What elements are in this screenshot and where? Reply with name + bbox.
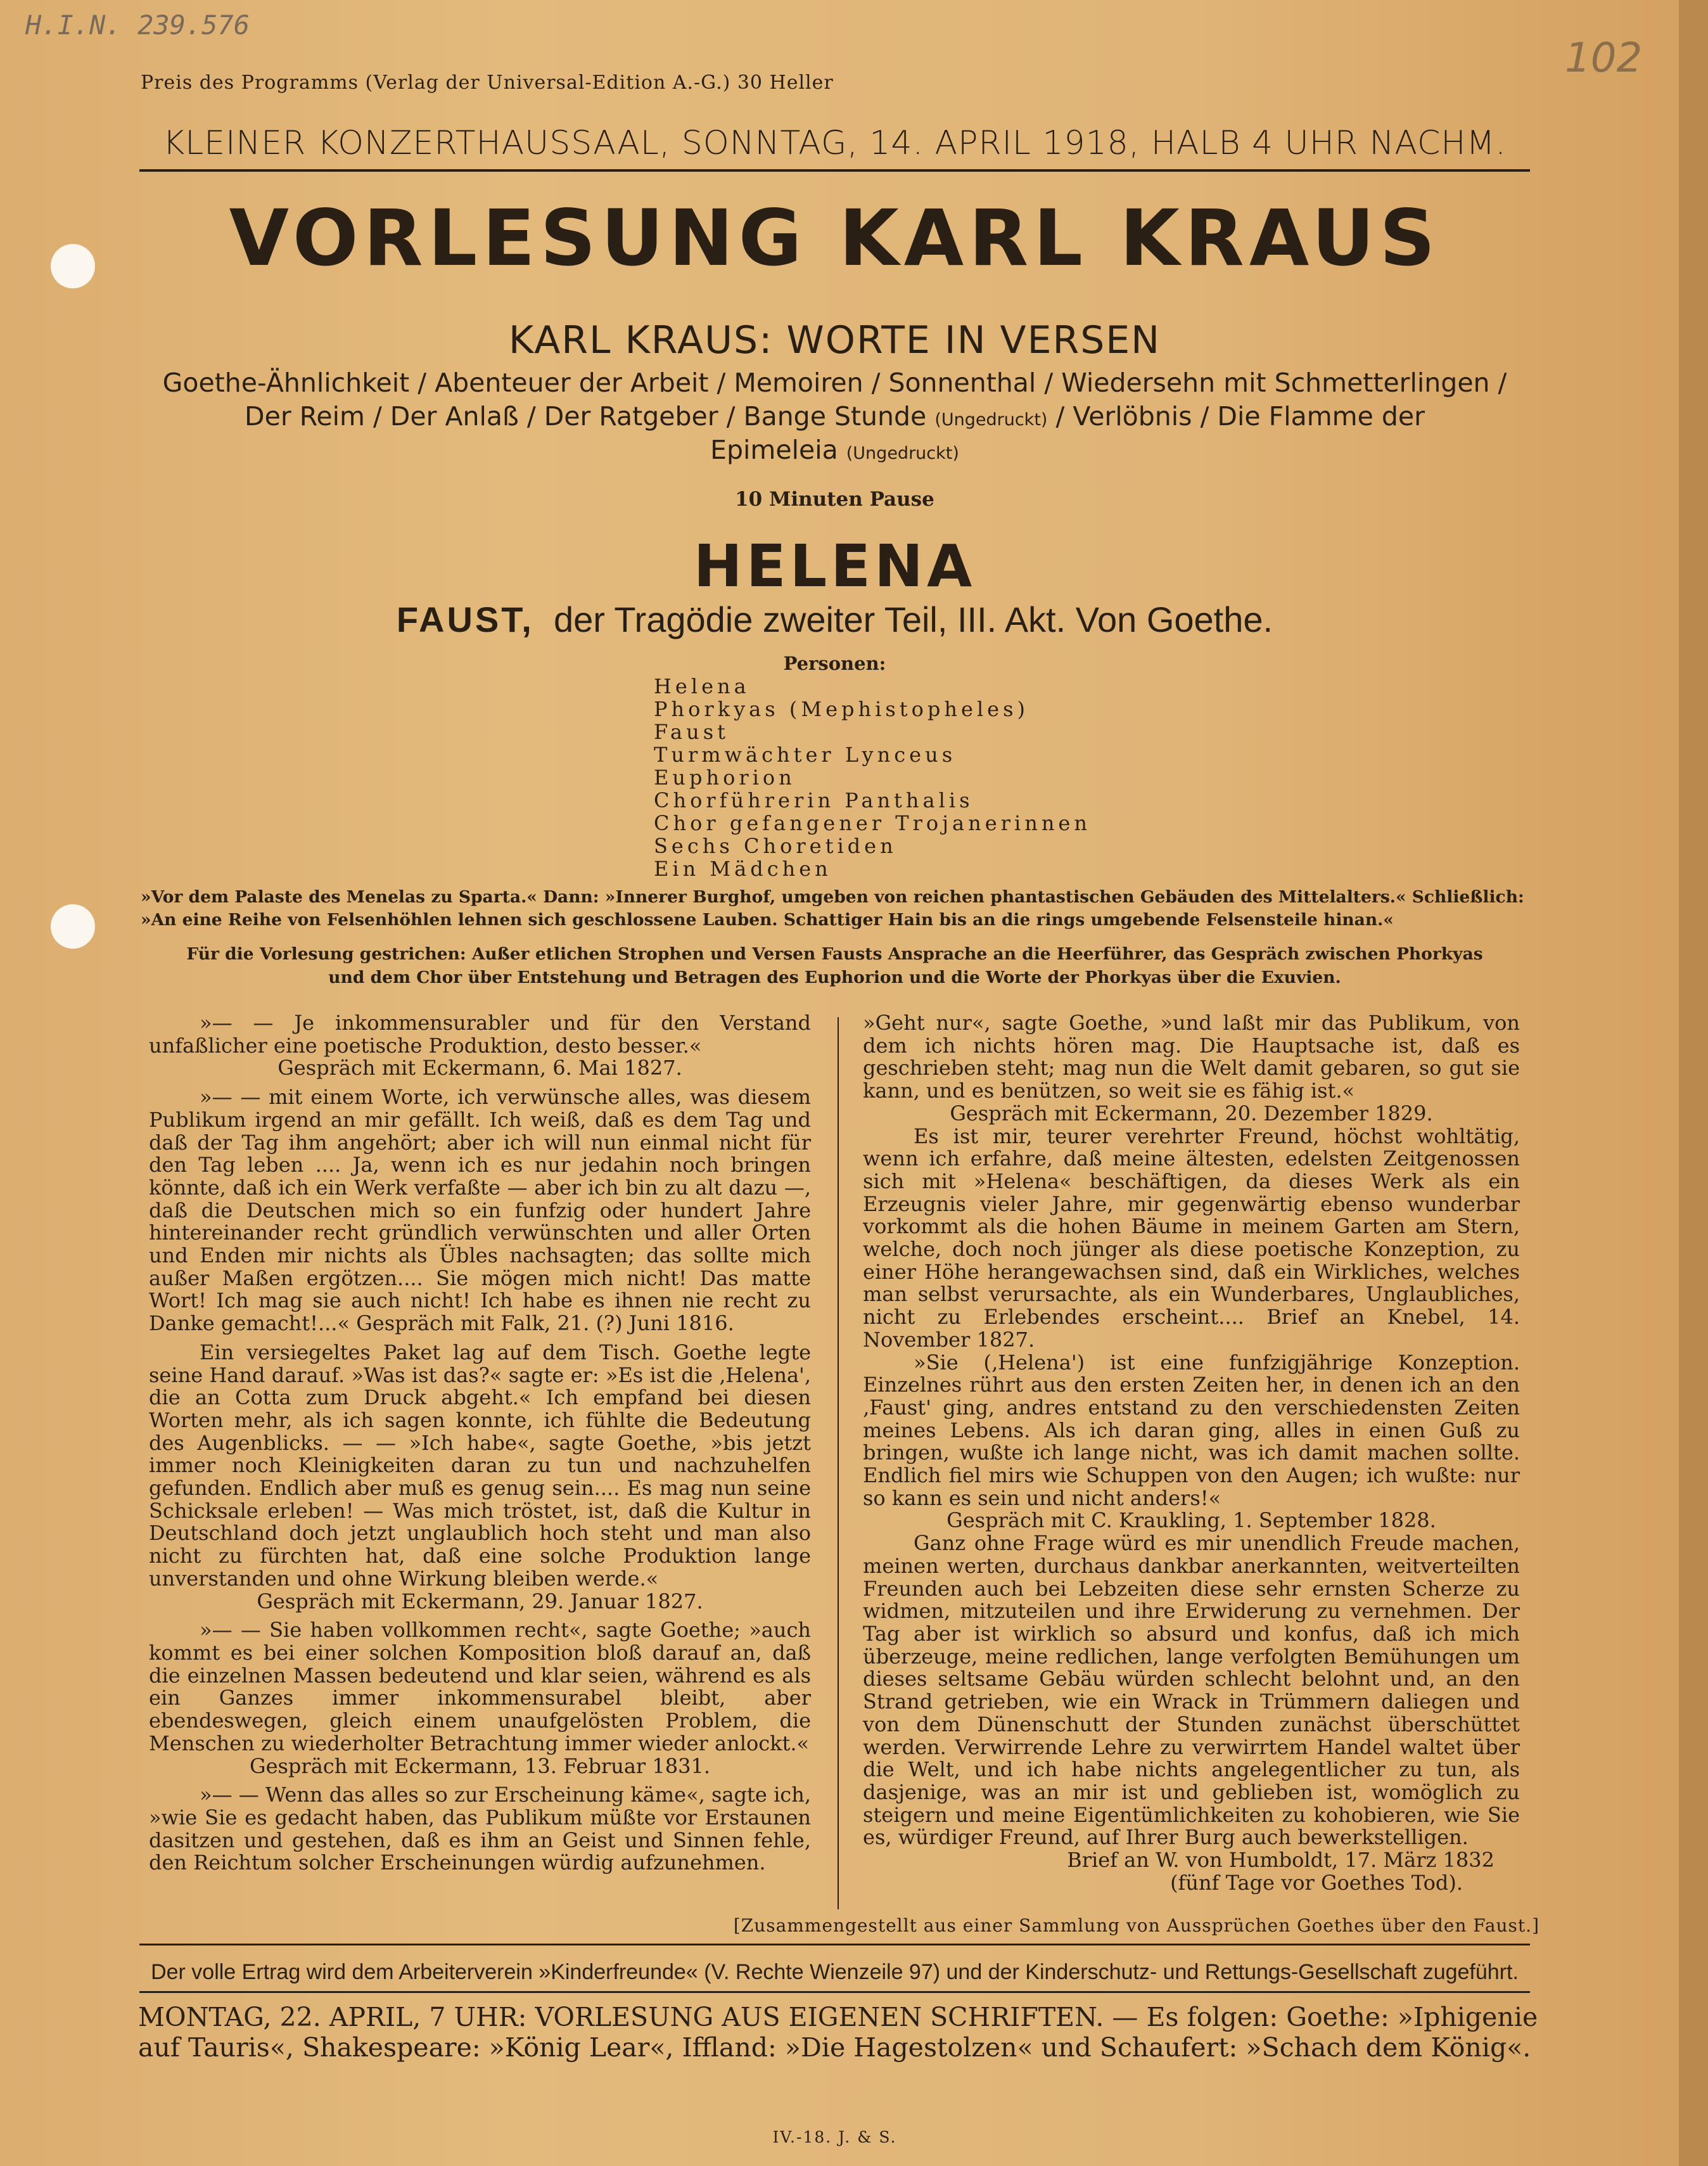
cuts-line1: Für die Vorlesung gestrichen: Außer etlichen Strophen und Versen Fausts Ansprache an die Heerführer, das Gespräch zwischen Phorkyas — [186, 944, 1483, 964]
cast-item: Chor gefangener Trojanerinnen — [654, 811, 1091, 835]
proceeds-note: Der volle Ertrag wird dem Arbeiterverein »Kinderfreunde« (V. Rechte Wienzeile 97) und der Kinderschutz- und Rettungs-Gesellschaft zugeführt. — [151, 1960, 1519, 1984]
quote-text: »Geht nur«, sagte Goethe, »und laßt mir das Publikum, von dem ich nichts hören mag. Die Hauptsache ist, daß es geschrieben steht; mag nun die Welt damit gebaren, so gut sie kann, und es benützen, so weit sie es fähig ist.« — [863, 1011, 1520, 1103]
column-divider — [838, 1017, 839, 1909]
quote-source: Gespräch mit Eckermann, 6. Mai 1827. — [277, 1056, 682, 1080]
quotes-right-column — [863, 1012, 1520, 1894]
paper-edge — [1679, 0, 1708, 2166]
rule-middle — [139, 1944, 1530, 1945]
part1-heading: KARL KRAUS: WORTE IN VERSEN — [508, 318, 1161, 362]
punch-hole-bottom — [51, 904, 95, 949]
quote-text: »— — mit einem Worte, ich verwünsche alles, was diesem Publikum irgend an mir gefällt. Ich weiß, daß es dem Tag und daß der Tag ihm angehört; aber ich will nun einmal nicht für den Tag leben .... Ja, wenn ich es nur jedahin noch bringen könnte, daß ich ein Werk verfaßte — aber ich bin zu alt dazu —, daß die Deutschen mich so ein funfzig oder hundert Jahre hintereinander recht gründlich verwünschten und aller Orten und Enden mir nichts als Übles nachsagten; das sollte mich außer Maßen ergötzen.... Sie mögen mich nicht! Das matte Wort! Ich mag sie auch nicht! Ich habe es ihnen nie recht zu Danke gemacht!...« Gespräch mit Falk, 21. (?) Juni 1816. — [149, 1085, 811, 1336]
archive-signature: H.I.N. 239.576 — [25, 10, 250, 41]
cuts-line2: und dem Chor über Entstehung und Betragen des Euphorion und die Worte der Phorkyas über die Exuvien. — [328, 968, 1341, 987]
price-note: Preis des Programms (Verlag der Universal-Edition A.-G.) 30 Heller — [141, 72, 834, 94]
cast-item: Sechs Choretiden — [654, 834, 897, 858]
printer-mark: IV.-18. J. & S. — [772, 2128, 897, 2146]
next-event-line1: MONTAG, 22. APRIL, 7 UHR: VORLESUNG AUS EIGENEN SCHRIFTEN. — Es folgen: Goethe: »Iphigenie — [138, 2002, 1538, 2032]
quote-text: »— — Sie haben vollkommen recht«, sagte Goethe; »auch kommt es bei einer solchen Komposition bloß darauf an, daß die einzelnen Massen bedeutend und klar seien, während es als ein Ganzes immer inkommensurabel bleibt, aber ebendeswegen, gleich einem unaufgelösten Problem, die Menschen zu wiederholter Betrachtung immer wieder anlockt.« — [149, 1618, 811, 1755]
cast-list — [654, 675, 1091, 880]
quote-source: Gespräch mit Eckermann, 29. Januar 1827. — [257, 1589, 703, 1613]
quote-text: »— — Wenn das alles so zur Erscheinung käme«, sagte ich, »wie Sie es gedacht haben, das Publikum müßte vor Erstaunen dasitzen und gestehen, daß es ihm an Geist und Sinnen fehle, den Reichtum solcher Erscheinungen würdig aufzunehmen. — [149, 1783, 811, 1875]
quote-text: Ein versiegeltes Paket lag auf dem Tisch. Goethe legte seine Hand darauf. »Was ist das?« sagte er: »Es ist die ‚Helena', die an Cotta zum Druck abgeht.« Ich empfand bei diesen Worten mehr, als ich sagen konnte, ich fühlte die Bedeutung des Augenblicks. — — »Ich habe«, sagte Goethe, »bis jetzt immer noch Kleinigkeiten daran zu tun und nachzuhelfen gefunden. Endlich aber muß es genug sein.... Es mag nun seine Schicksale erleben! — Was mich tröstet, ist, daß die Kultur in Deutschland doch jetzt unglaublich hoch steht und man also nicht zu fürchten hat, daß eine solche Produktion lange unverstanden und ohne Wirkung bleiben werde.« — [149, 1340, 811, 1591]
page-title: VORLESUNG KARL KRAUS — [229, 193, 1441, 283]
cast-item: Chorführerin Panthalis — [654, 788, 974, 812]
settings-line2: »An eine Reihe von Felsenhöhlen lehnen sich geschlossene Lauben. Schattiger Hain bis an die rings umgebende Felsensteile hinan.« — [141, 910, 1394, 930]
cast-heading: Personen: — [783, 653, 886, 674]
helena-title: HELENA — [693, 532, 976, 600]
quote-text: Ganz ohne Frage würd es mir unendlich Freude machen, meinen werten, durchaus dankbar anerkannten, weitverteilten Freunden auch bei Lebzeiten diese sehr ernsten Scherze zu widmen, mitzuteilen und ihre Erwiderung zu vernehmen. Der Tag aber ist wirklich so absurd und konfus, daß ich mich überzeuge, meine redlichen, lange verfolgten Bemühungen um dieses seltsame Gebäu würden schlecht belohnt und, an den Strand getrieben, wie ein Wrack in Trümmern daliegen und von dem Dünenschutt der Stunden zunächst überschüttet werden. Verwirrende Lehre zu verwirrtem Handel waltet über die Welt, und ich habe nichts angelegentlicher zu tun, als dasjenige, was an mir ist und geblieben ist, womöglich zu steigern und meine Eigentümlichkeiten zu kohobieren, wie Sie es, würdiger Freund, auf Ihrer Burg auch bewerkstelligen. — [863, 1531, 1520, 1850]
quote-text: »Sie (‚Helena') ist eine funfzigjährige Konzeption. Einzelnes rührt aus den ersten Zeiten her, in denen ich an den ‚Faust' ging, andres entstand zu den verschiedensten Zeiten meines Lebens. Als ich daran ging, alles in einen Guß zu bringen, wußte ich lange nicht, was ich damit machen sollte. Endlich fiel mirs wie Schuppen von den Augen; ich wußte: nur so kann es sein und nicht anders!« — [863, 1350, 1520, 1510]
quote-source: Gespräch mit Eckermann, 20. Dezember 1829. — [950, 1101, 1433, 1125]
pause-note: 10 Minuten Pause — [735, 488, 934, 511]
quote-source-note: (fünf Tage vor Goethes Tod). — [1170, 1870, 1463, 1895]
cast-item: Turmwächter Lynceus — [654, 743, 957, 767]
quote-source: Gespräch mit Eckermann, 13. Februar 1831. — [250, 1753, 710, 1778]
quote-source: Brief an W. von Humboldt, 17. März 1832 — [1067, 1848, 1494, 1873]
poem-list-line3: Epimeleia (Ungedruckt) — [710, 435, 959, 465]
cast-item: Euphorion — [654, 766, 796, 790]
next-event-line2: auf Tauris«, Shakespeare: »König Lear«, Iffland: »Die Hagestolzen« und Schaufert: »Schach dem König«. — [138, 2032, 1531, 2063]
compiled-note: [Zusammengestellt aus einer Sammlung von Aussprüchen Goethes über den Faust.] — [733, 1915, 1539, 1936]
quotes-left-column — [149, 1012, 811, 1874]
rule-bottom — [139, 1991, 1530, 1993]
cast-item: Ein Mädchen — [654, 857, 832, 881]
rule-top — [139, 169, 1530, 172]
settings-line1: »Vor dem Palaste des Menelas zu Sparta.« Dann: »Innerer Burghof, umgeben von reichen phantastischen Gebäuden des Mittelalters.« Schließlich: — [141, 887, 1524, 907]
poem-list-line1: Goethe-Ähnlichkeit / Abenteuer der Arbeit / Memoiren / Sonnenthal / Wiedersehn mit Schmetterlingen / — [162, 368, 1507, 398]
sheet-number: 102 — [1565, 35, 1643, 82]
poem-list-line2: Der Reim / Der Anlaß / Der Ratgeber / Bange Stunde (Ungedruckt) / Verlöbnis / Die Flamme der — [245, 401, 1425, 432]
cast-item: Phorkyas (Mephistopheles) — [654, 697, 1029, 721]
quote-text: »— — Je inkommensurabler und für den Verstand unfaßlicher eine poetische Produktion, desto besser.« — [149, 1011, 811, 1058]
cast-item: Faust — [654, 720, 729, 744]
quote-text: Es ist mir, teurer verehrter Freund, höchst wohltätig, wenn ich erfahre, daß meine ältesten, edelsten Zeitgenossen sich mit »Helena« beschäftigen, da dieses Werk als ein Erzeugnis vieler Jahre, mir gegenwärtig ebenso wunderbar vorkommt als die hohen Bäume in meinem Garten am Stern, welche, doch noch jünger als diese poetische Konzeption, zu einer Höhe herangewachsen sind, daß ein Wirkliches, welches man selbst verursachte, als ein Wunderbares, Unglaubliches, nicht zu Erlebendes erscheint.... Brief an Knebel, 14. November 1827. — [863, 1124, 1520, 1352]
punch-hole-top — [51, 244, 95, 288]
cast-item: Helena — [654, 674, 750, 698]
venue-line: KLEINER KONZERTHAUSSAAL, SONNTAG, 14. APRIL 1918, HALB 4 UHR NACHM. — [163, 124, 1507, 162]
faust-subtitle: FAUST, der Tragödie zweiter Teil, III. Akt. Von Goethe. — [396, 599, 1273, 639]
quote-source: Gespräch mit C. Kraukling, 1. September 1828. — [946, 1508, 1436, 1533]
